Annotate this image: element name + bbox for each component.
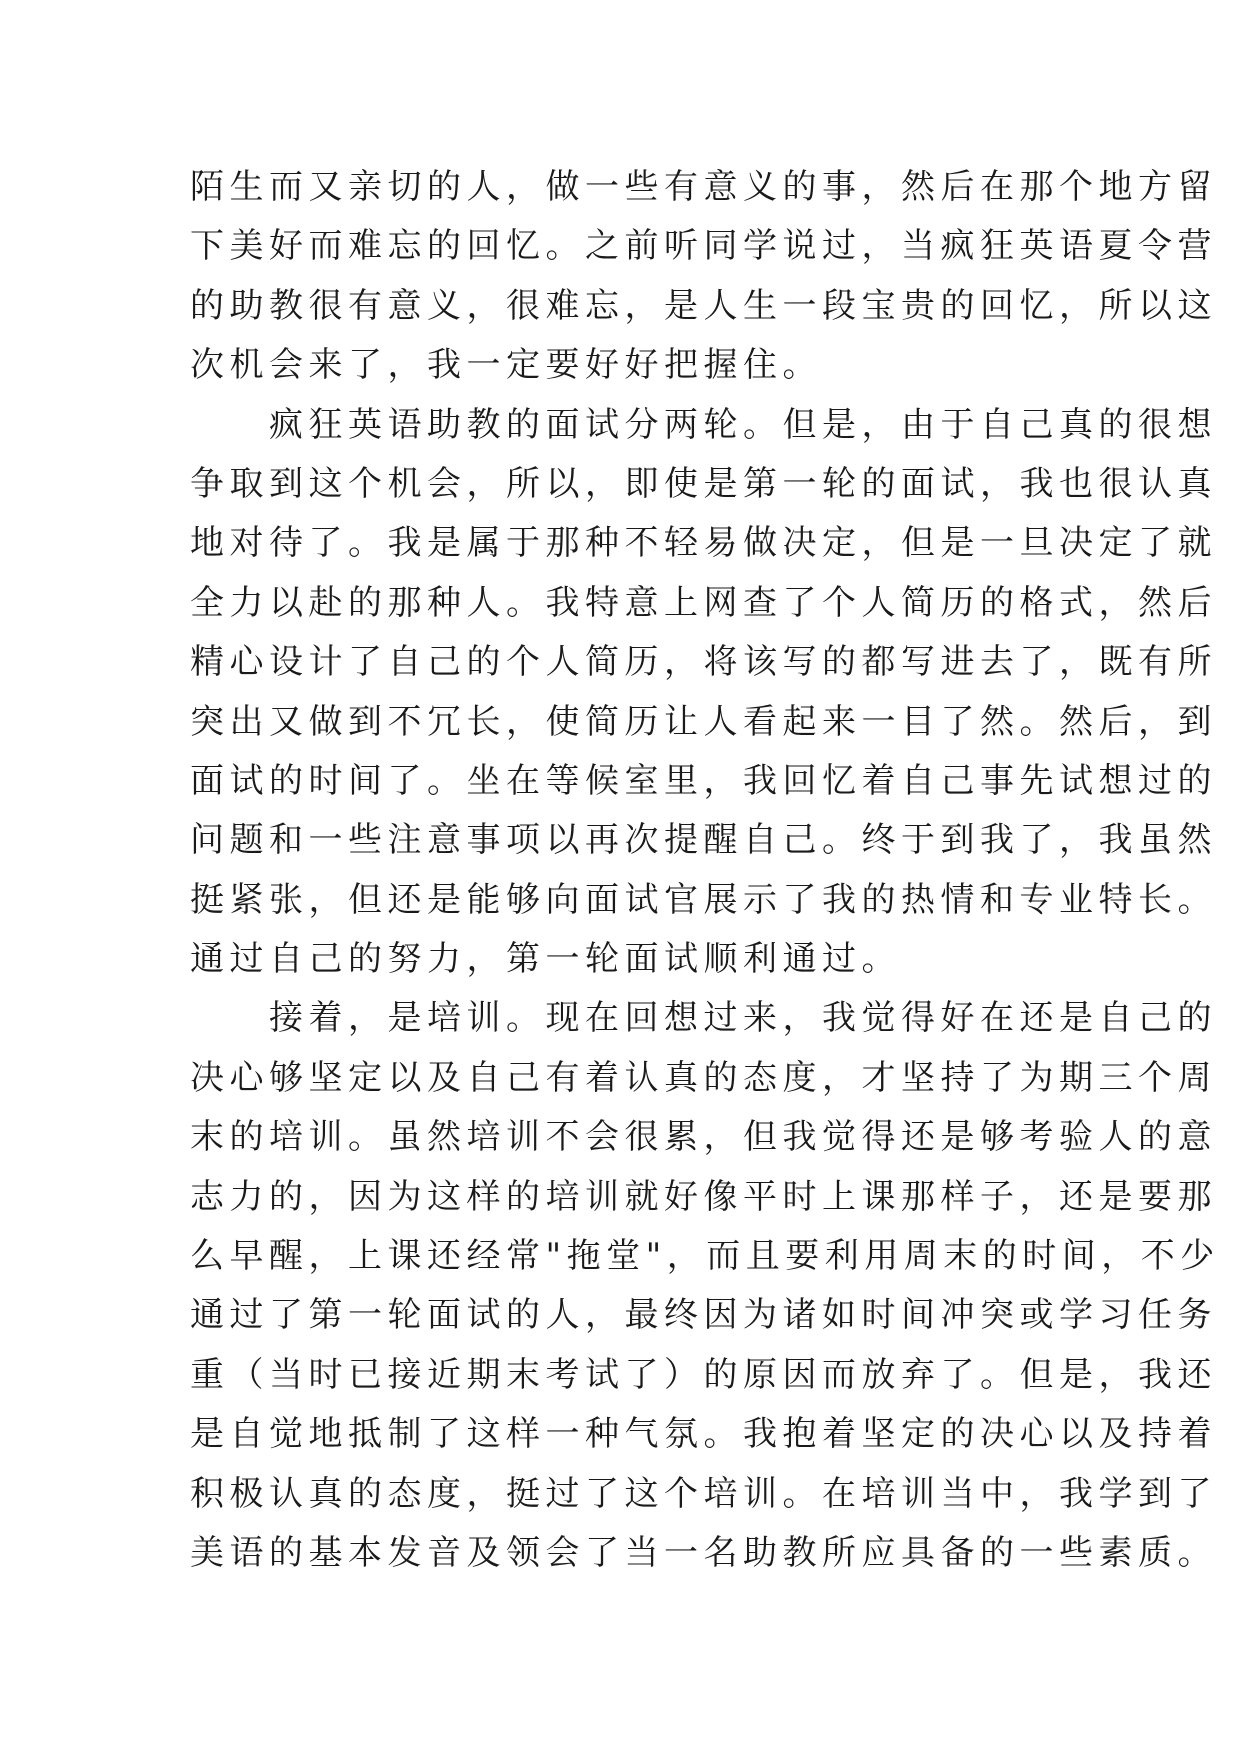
- text-line: 接着，是培训。现在回想过来，我觉得好在还是自己的: [190, 998, 1217, 1039]
- text-line: 疯狂英语助教的面试分两轮。但是，由于自己真的很想: [190, 404, 1217, 445]
- text-line: 的助教很有意义，很难忘，是人生一段宝贵的回忆，所以这: [190, 285, 1217, 326]
- text-line: 面试的时间了。坐在等候室里，我回忆着自己事先试想过的: [190, 760, 1217, 801]
- text-line: 精心设计了自己的个人简历，将该写的都写进去了，既有所: [190, 642, 1217, 683]
- text-line: 美语的基本发音及领会了当一名助教所应具备的一些素质。: [190, 1532, 1217, 1573]
- text-line: 挺紧张，但还是能够向面试官展示了我的热情和专业特长。: [190, 879, 1217, 920]
- text-line: 次机会来了，我一定要好好把握住。: [190, 345, 822, 386]
- text-line: 末的培训。虽然培训不会很累，但我觉得还是够考验人的意: [190, 1117, 1217, 1158]
- text-line: 通过了第一轮面试的人，最终因为诸如时间冲突或学习任务: [190, 1295, 1217, 1336]
- text-line: 是自觉地抵制了这样一种气氛。我抱着坚定的决心以及持着: [190, 1414, 1217, 1455]
- text-line: 争取到这个机会，所以，即使是第一轮的面试，我也很认真: [190, 463, 1217, 504]
- text-line: 地对待了。我是属于那种不轻易做决定，但是一旦决定了就: [190, 523, 1217, 564]
- text-line: 突出又做到不冗长，使简历让人看起来一目了然。然后，到: [190, 701, 1217, 742]
- text-line: 决心够坚定以及自己有着认真的态度，才坚持了为期三个周: [190, 1057, 1217, 1098]
- text-line: 问题和一些注意事项以再次提醒自己。终于到我了，我虽然: [190, 820, 1217, 861]
- text-line: 重（当时已接近期末考试了）的原因而放弃了。但是，我还: [190, 1354, 1217, 1395]
- text-line: 么早醒，上课还经常"拖堂"，而且要利用周末的时间，不少: [190, 1236, 1220, 1277]
- text-line: 下美好而难忘的回忆。之前听同学说过，当疯狂英语夏令营: [190, 226, 1217, 267]
- text-line: 积极认真的态度，挺过了这个培训。在培训当中，我学到了: [190, 1473, 1217, 1514]
- text-line: 志力的，因为这样的培训就好像平时上课那样子，还是要那: [190, 1176, 1217, 1217]
- text-line: 全力以赴的那种人。我特意上网查了个人简历的格式，然后: [190, 582, 1217, 623]
- body-text: [190, 158, 1220, 1583]
- text-line: 陌生而又亲切的人，做一些有意义的事，然后在那个地方留: [190, 167, 1217, 207]
- text-line: 通过自己的努力，第一轮面试顺利通过。: [190, 939, 901, 980]
